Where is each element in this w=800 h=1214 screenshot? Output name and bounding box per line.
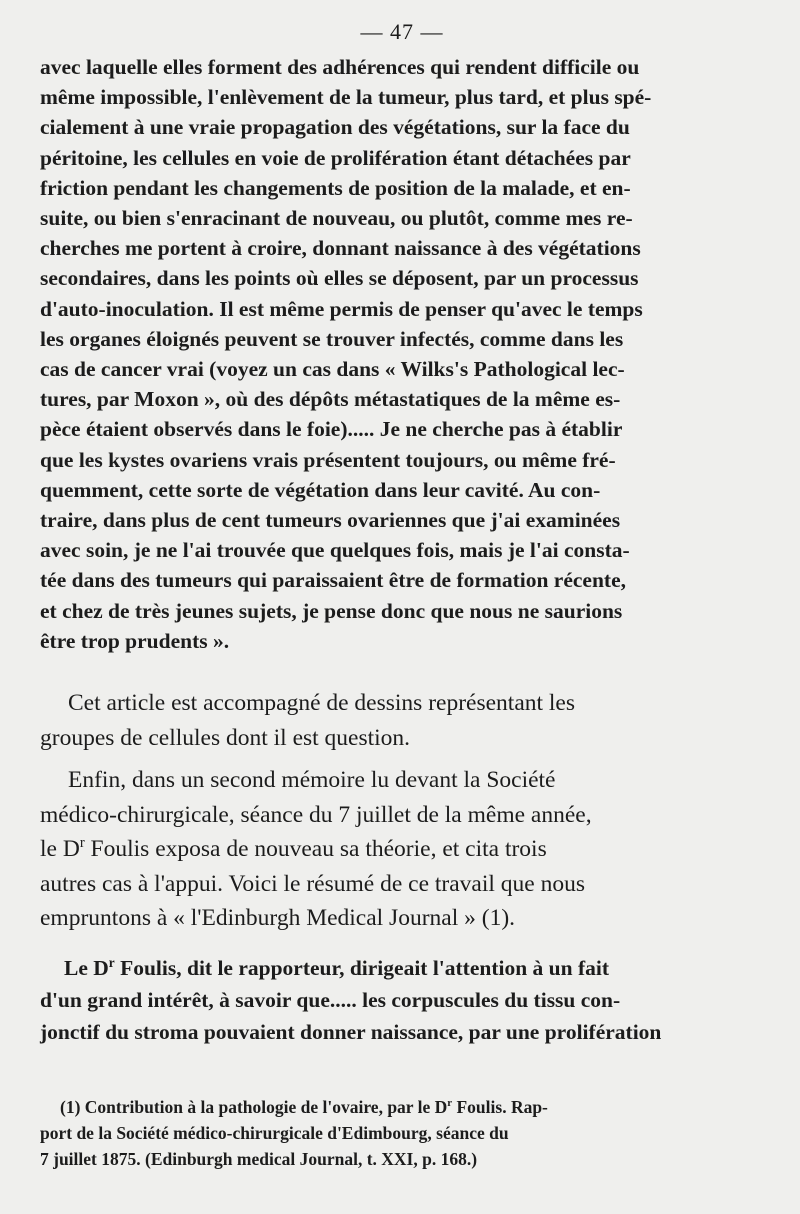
text-line: [40, 1094, 764, 1120]
text-line: groupes de cellules dont il est question.: [40, 724, 411, 751]
text-line: que les kystes ovariens vrais présentent toujours, ou même fré-: [40, 447, 616, 472]
superscript: r: [108, 954, 115, 970]
text-fragment: Foulis exposa de nouveau sa théorie, et cita trois: [84, 836, 547, 863]
text-line: d'auto-inoculation. Il est même permis de penser qu'avec le temps: [40, 296, 643, 321]
text-line: les organes éloignés peuvent se trouver infectés, comme dans les: [40, 326, 624, 351]
text-line: traire, dans plus de cent tumeurs ovariennes que j'ai examinées: [40, 508, 621, 533]
quoted-passage: [40, 52, 764, 656]
text-line: cas de cancer vrai (voyez un cas dans « Wilks's Pathological lec-: [40, 357, 625, 382]
text-line: autres cas à l'appui. Voici le résumé de ce travail que nous: [40, 870, 585, 897]
superscript: r: [79, 835, 85, 852]
text-line: et chez de très jeunes sujets, je pense donc que nous ne saurions: [40, 598, 623, 623]
text-line: tures, par Moxon », où des dépôts métastatiques de la même es-: [40, 387, 621, 412]
text-line: jonctif du stroma pouvaient donner naissance, par une prolifération: [40, 1019, 662, 1044]
text-line: friction pendant les changements de position de la malade, et en-: [40, 175, 631, 200]
paragraph-second-memoir: [40, 763, 764, 936]
superscript: r: [447, 1096, 453, 1109]
text-line: pèce étaient observés dans le foie)..... Je ne cherche pas à établir: [40, 417, 623, 442]
text-line: avec soin, je ne l'ai trouvée que quelques fois, mais je l'ai consta-: [40, 538, 630, 563]
page-number: — 47 —: [360, 19, 444, 44]
text-line: cialement à une vraie propagation des végétations, sur la face du: [40, 115, 630, 140]
text-line: [40, 952, 764, 984]
text-line: quemment, cette sorte de végétation dans leur cavité. Au con-: [40, 477, 601, 502]
text-line: tée dans des tumeurs qui paraissaient être de formation récente,: [40, 568, 626, 593]
text-line: d'un grand intérêt, à savoir que..... les corpuscules du tissu con-: [40, 987, 621, 1012]
text-line: suite, ou bien s'enracinant de nouveau, ou plutôt, comme mes re-: [40, 206, 633, 231]
paragraph-drawings: [40, 686, 764, 755]
text-line: empruntons à « l'Edinburgh Medical Journal » (1).: [40, 905, 516, 932]
text-fragment: Le D: [64, 955, 109, 980]
text-line: 7 juillet 1875. (Edinburgh medical Journal, t. XXI, p. 168.): [40, 1148, 478, 1169]
text-fragment: (1) Contribution à la pathologie de l'ovaire, par le D: [60, 1096, 448, 1117]
text-line: même impossible, l'enlèvement de la tumeur, plus tard, et plus spé-: [40, 85, 652, 110]
text-line: Enfin, dans un second mémoire lu devant la Société: [68, 767, 556, 794]
text-fragment: le D: [40, 836, 80, 863]
text-fragment: Foulis, dit le rapporteur, dirigeait l'attention à un fait: [114, 955, 610, 980]
reporter-quote: [40, 952, 764, 1048]
text-fragment: Foulis. Rap-: [452, 1096, 548, 1117]
text-line: [40, 832, 764, 867]
text-line: être trop prudents ».: [40, 628, 230, 653]
text-line: médico-chirurgicale, séance du 7 juillet de la même année,: [40, 801, 592, 828]
text-line: péritoine, les cellules en voie de prolifération étant détachées par: [40, 145, 631, 170]
text-line: cherches me portent à croire, donnant naissance à des végétations: [40, 236, 641, 261]
text-line: Cet article est accompagné de dessins représentant les: [68, 690, 576, 717]
text-line: avec laquelle elles forment des adhérences qui rendent difficile ou: [40, 55, 640, 79]
footnote: [40, 1094, 764, 1172]
text-line: port de la Société médico-chirurgicale d'Edimbourg, séance du: [40, 1122, 509, 1143]
text-line: secondaires, dans les points où elles se déposent, par un processus: [40, 266, 639, 291]
